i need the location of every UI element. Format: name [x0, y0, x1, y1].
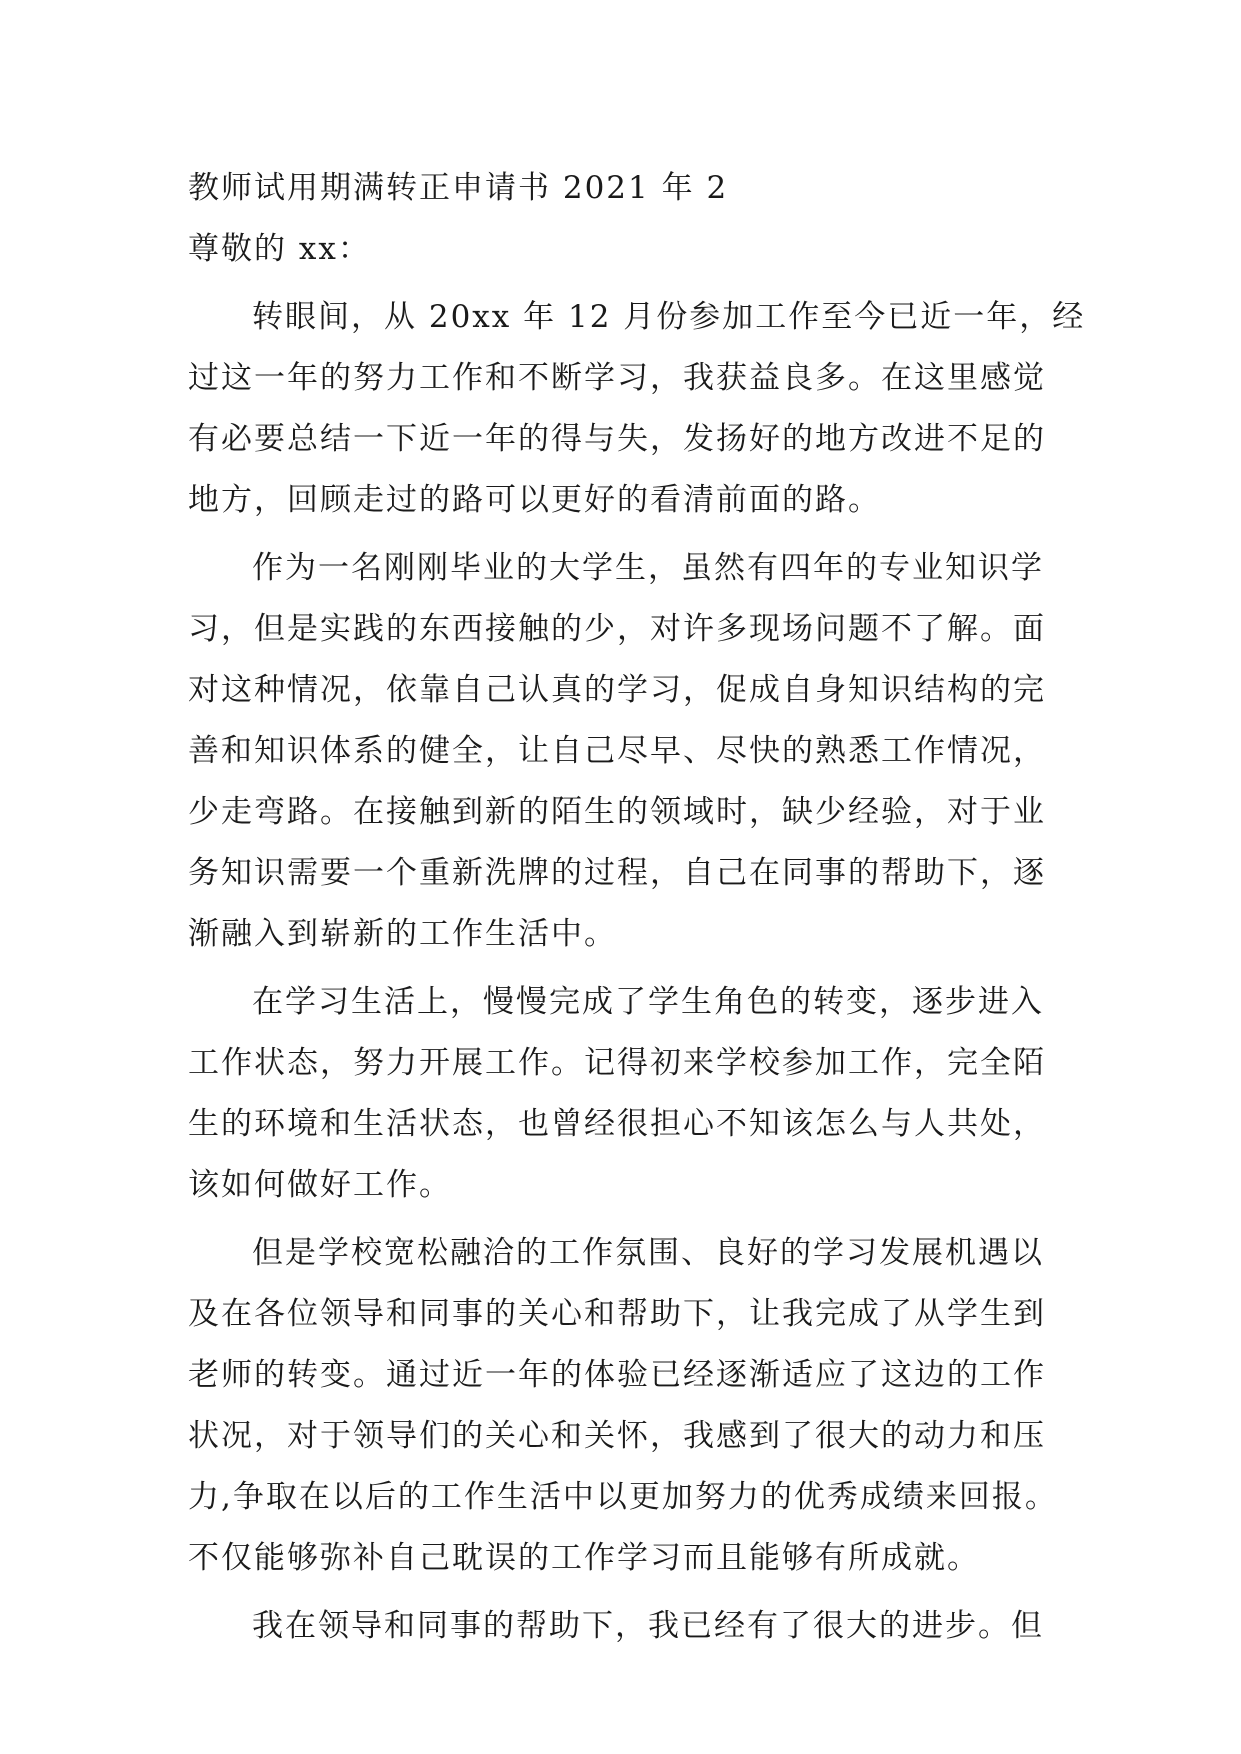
paragraph-5	[188, 1596, 1058, 1657]
paragraph-line: 习，但是实践的东西接触的少，对许多现场问题不了解。面	[188, 611, 1046, 647]
paragraph-line: 生的环境和生活状态，也曾经很担心不知该怎么与人共处，	[188, 1106, 1046, 1142]
paragraph-line: 状况，对于领导们的关心和关怀，我感到了很大的动力和压	[188, 1418, 1046, 1454]
document-body	[188, 158, 1086, 1657]
paragraph-line: 力,争取在以后的工作生活中以更加努力的优秀成绩来回报。	[188, 1479, 1058, 1515]
paragraph-1	[188, 287, 1086, 531]
paragraph-3	[188, 972, 1058, 1216]
paragraph-line: 老师的转变。通过近一年的体验已经逐渐适应了这边的工作	[188, 1357, 1046, 1393]
paragraph-line: 及在各位领导和同事的关心和帮助下，让我完成了从学生到	[188, 1296, 1046, 1332]
paragraph-line: 转眼间，从 20xx 年 12 月份参加工作至今已近一年，经	[252, 299, 1086, 335]
paragraph-line: 该如何做好工作。	[188, 1167, 452, 1203]
paragraph-line: 不仅能够弥补自己耽误的工作学习而且能够有所成就。	[188, 1540, 980, 1576]
paragraph-line: 在学习生活上，慢慢完成了学生角色的转变，逐步进入	[252, 984, 1044, 1020]
paragraph-line: 作为一名刚刚毕业的大学生，虽然有四年的专业知识学	[252, 550, 1044, 586]
paragraph-line: 工作状态，努力开展工作。记得初来学校参加工作，完全陌	[188, 1045, 1046, 1081]
paragraph-line: 务知识需要一个重新洗牌的过程，自己在同事的帮助下，逐	[188, 855, 1046, 891]
paragraph-line: 过这一年的努力工作和不断学习，我获益良多。在这里感觉	[188, 360, 1046, 396]
paragraph-line: 对这种情况，依靠自己认真的学习，促成自身知识结构的完	[188, 672, 1046, 708]
document-title: 教师试用期满转正申请书 2021 年 2	[188, 170, 729, 206]
paragraph-line: 渐融入到崭新的工作生活中。	[188, 916, 617, 952]
paragraph-line: 有必要总结一下近一年的得与失，发扬好的地方改进不足的	[188, 421, 1046, 457]
paragraph-line: 我在领导和同事的帮助下，我已经有了很大的进步。但	[252, 1608, 1044, 1644]
paragraph-2	[188, 538, 1058, 965]
salutation: 尊敬的 xx：	[188, 231, 371, 267]
paragraph-4	[188, 1223, 1058, 1589]
paragraph-line: 少走弯路。在接触到新的陌生的领域时，缺少经验，对于业	[188, 794, 1046, 830]
paragraph-line: 但是学校宽松融洽的工作氛围、良好的学习发展机遇以	[252, 1235, 1044, 1271]
paragraph-line: 善和知识体系的健全，让自己尽早、尽快的熟悉工作情况，	[188, 733, 1046, 769]
paragraph-line: 地方，回顾走过的路可以更好的看清前面的路。	[188, 482, 881, 518]
